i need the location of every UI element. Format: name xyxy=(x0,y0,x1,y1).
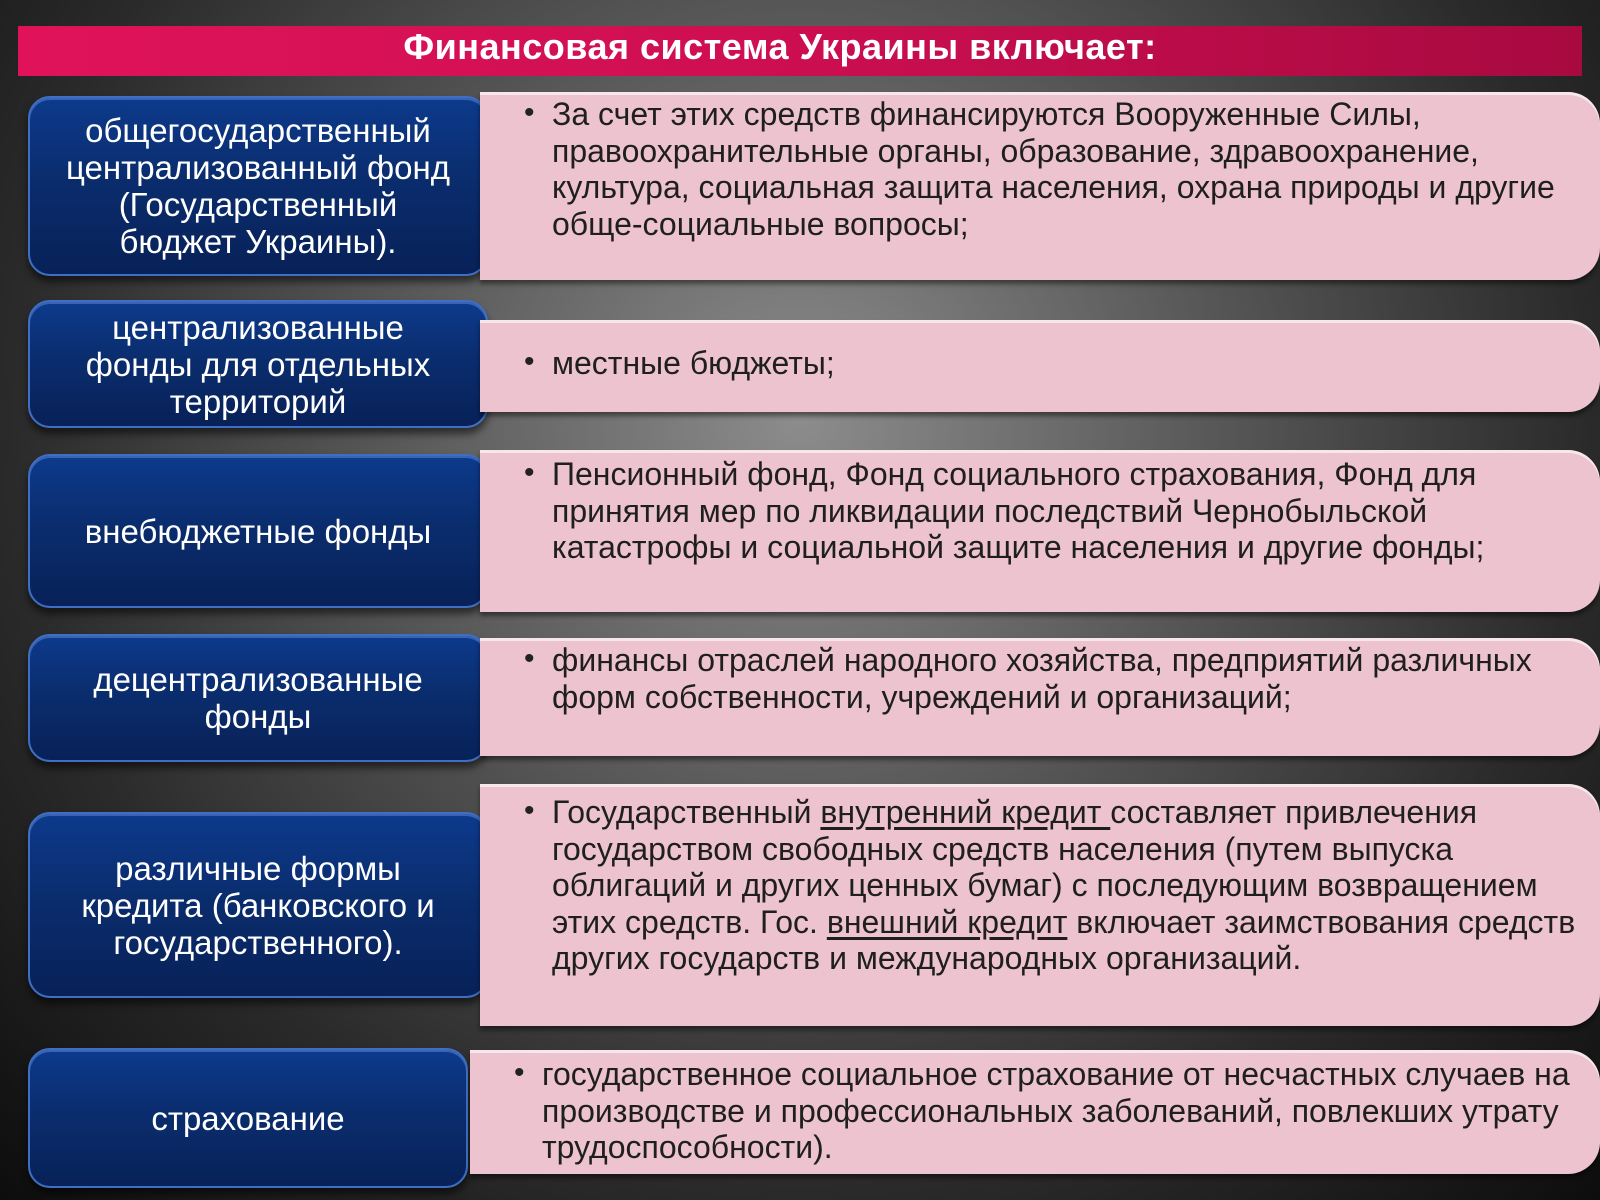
description-text: За счет этих средств финансируются Вооруженные Силы, правоохранительные органы, образование, здравоохранение, культура, социальная защита населения, охрана природы и другие обще-социальные вопросы; xyxy=(552,96,1555,242)
bullet: • xyxy=(524,345,535,378)
category-box-extrabudgetary-funds xyxy=(28,454,488,608)
bullet: • xyxy=(514,1056,525,1089)
category-label: страхование xyxy=(151,1099,345,1137)
underlined-term-external-credit: внешний кредит xyxy=(826,903,1068,940)
category-box-state-budget xyxy=(28,96,488,276)
category-box-decentralized-funds xyxy=(28,634,488,762)
text-segment: включает заимствования средств других государств и международных организаций. xyxy=(552,903,1576,976)
bullet: • xyxy=(524,456,535,489)
title-bar xyxy=(18,26,1582,76)
bullet: • xyxy=(524,96,535,129)
description-text xyxy=(552,794,1580,977)
category-label: децентрализованные фонды xyxy=(93,661,423,735)
text-segment: Государственный xyxy=(552,794,821,830)
category-label: централизованные фонды для отдельных территорий xyxy=(85,308,431,420)
page-title: Финансовая система Украины включает: xyxy=(403,26,1157,67)
description-text: финансы отраслей народного хозяйства, предприятий различных форм собственности, учреждений и организаций; xyxy=(552,642,1532,715)
category-box-territorial-funds xyxy=(28,300,488,428)
bullet: • xyxy=(524,794,535,827)
description-text: государственное социальное страхование от несчастных случаев на производстве и профессиональных заболеваний, повлекших утрату трудоспособности). xyxy=(542,1056,1570,1165)
category-label: внебюджетные фонды xyxy=(84,512,432,550)
category-label: различные формы кредита (банковского и государственного). xyxy=(81,849,435,961)
description-box-territorial-funds xyxy=(480,320,1600,412)
bullet: • xyxy=(524,642,535,675)
underlined-term-internal-credit: внутренний кредит xyxy=(820,794,1111,830)
description-box-state-budget xyxy=(480,92,1600,280)
category-box-credit-forms xyxy=(28,812,488,998)
description-box-decentralized-funds xyxy=(480,638,1600,756)
description-text: местные бюджеты; xyxy=(552,345,835,381)
description-text: Пенсионный фонд, Фонд социального страхования, Фонд для принятия мер по ликвидации последствий Чернобыльской катастрофы и социальной защите населения и другие фонды; xyxy=(552,456,1485,565)
category-box-insurance xyxy=(28,1048,468,1188)
category-label: общегосударственный централизованный фонд (Государственный бюджет Украины). xyxy=(66,112,450,260)
description-box-extrabudgetary-funds xyxy=(480,450,1600,612)
description-box-credit-forms xyxy=(480,784,1600,1026)
text-segment: составляет привлечения государством свободных средств населения (путем выпуска облигаций и других ценных бумаг) с последующим возвращением этих средств. Гос. xyxy=(552,794,1538,940)
description-box-insurance xyxy=(470,1050,1600,1174)
